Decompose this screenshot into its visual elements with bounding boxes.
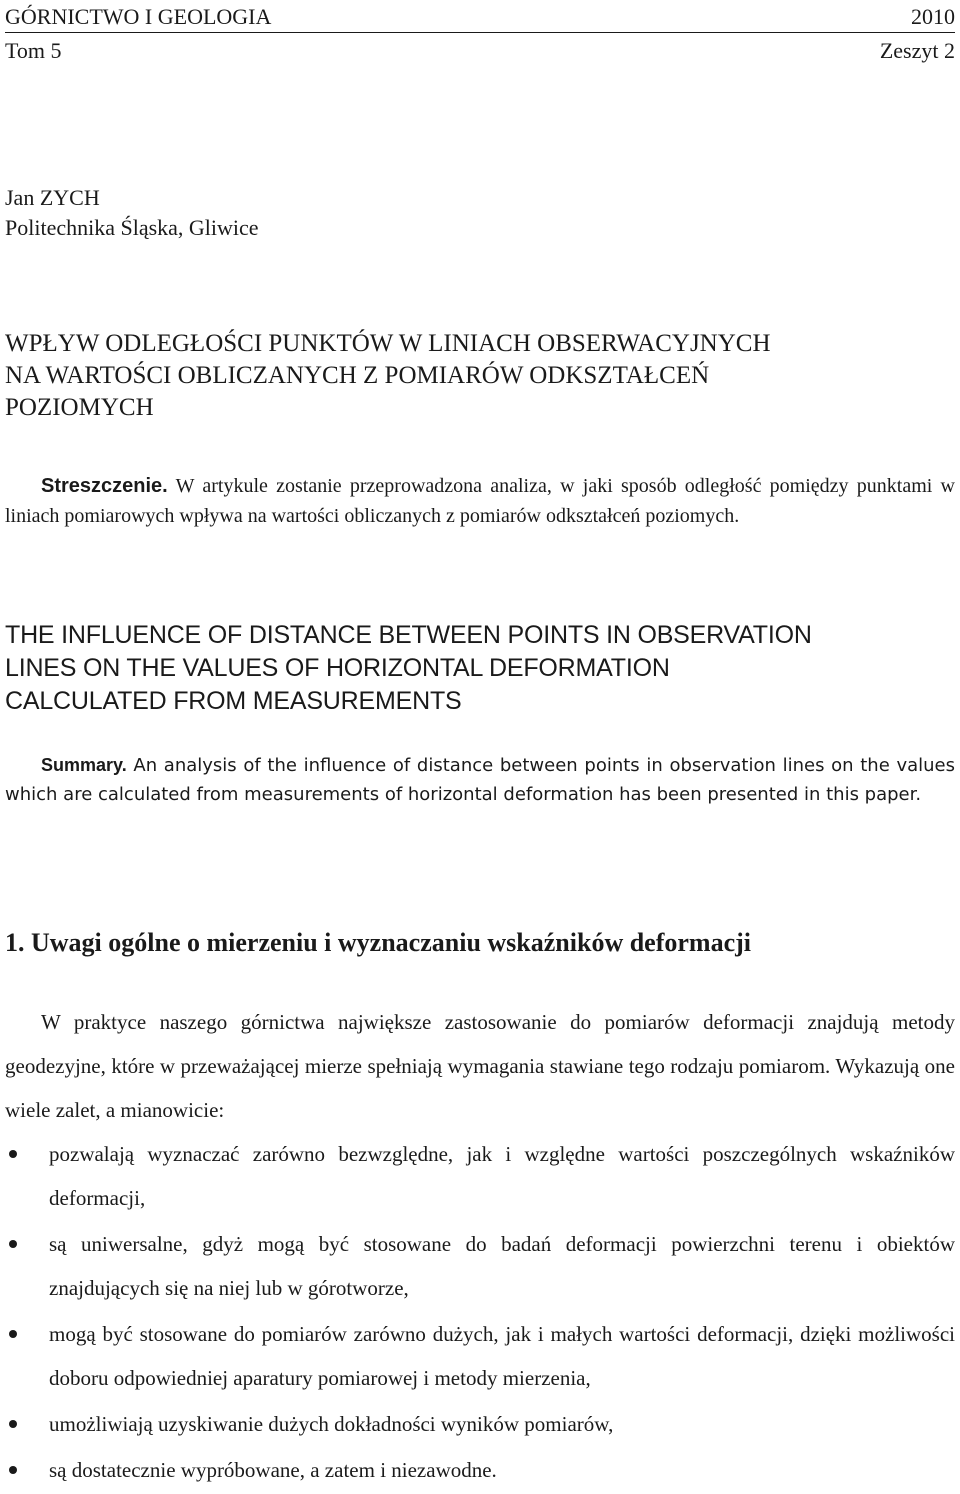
list-item [5, 1312, 955, 1400]
journal-volume: Tom 5 [5, 38, 62, 63]
bullet-icon [9, 1240, 17, 1248]
advantages-list [5, 1132, 955, 1492]
running-header-top [5, 4, 955, 33]
bullet-icon [9, 1420, 17, 1428]
list-item-text: mogą być stosowane do pomiarów zarówno dużych, jak i małych wartości deformacji, dzięki możliwości doboru odpowiedniej aparatury pomiarowej i metody mierzenia, [49, 1322, 955, 1390]
list-item [5, 1448, 955, 1492]
title-english-line: THE INFLUENCE OF DISTANCE BETWEEN POINTS IN OBSERVATION [5, 621, 812, 649]
title-polish-line: POZIOMYCH [5, 394, 154, 421]
author-block [5, 183, 259, 243]
title-english [5, 619, 955, 718]
bullet-icon [9, 1150, 17, 1158]
list-item [5, 1132, 955, 1220]
list-item-text: są dostatecznie wypróbowane, a zatem i niezawodne. [49, 1458, 497, 1482]
section-heading: 1. Uwagi ogólne o mierzeniu i wyznaczaniu wskaźników deformacji [5, 928, 752, 957]
bullet-icon [9, 1466, 17, 1474]
paper-page [5, 0, 955, 1482]
abstract-english-label: Summary. [41, 755, 127, 775]
running-header-bottom [5, 38, 955, 64]
abstract-english-text: An analysis of the influence of distance between points in observation lines on the values which are calculated from measurements of horizontal deformation has been presented in this paper. [5, 755, 955, 805]
bullet-icon [9, 1330, 17, 1338]
journal-issue: Zeszyt 2 [879, 38, 955, 63]
section-intro-paragraph: W praktyce naszego górnictwa największe zastosowanie do pomiarów deformacji znajdują metody geodezyjne, które w przeważającej mierze spełniają wymagania stawiane tego rodzaju pomiarom. Wykazują one wiele zalet, a mianowicie: [5, 1010, 955, 1122]
list-item [5, 1222, 955, 1310]
title-english-line: LINES ON THE VALUES OF HORIZONTAL DEFORMATION [5, 654, 670, 682]
list-item-text: są uniwersalne, gdyż mogą być stosowane do badań deformacji powierzchni terenu i obiektów znajdujących się na niej lub w górotworze, [49, 1232, 955, 1300]
abstract-english [5, 751, 955, 809]
list-item-text: pozwalają wyznaczać zarówno bezwzględne, jak i względne wartości poszczególnych wskaźników deformacji, [49, 1142, 955, 1210]
title-polish-line: WPŁYW ODLEGŁOŚCI PUNKTÓW W LINIACH OBSERWACYJNYCH [5, 330, 771, 357]
title-polish [5, 328, 955, 424]
author-affiliation: Politechnika Śląska, Gliwice [5, 215, 259, 240]
section-body [5, 1000, 955, 1494]
author-name: Jan ZYCH [5, 185, 100, 210]
list-item-text: umożliwiają uzyskiwanie dużych dokładności wyników pomiarów, [49, 1412, 614, 1436]
abstract-polish [5, 471, 955, 531]
abstract-polish-text: W artykule zostanie przeprowadzona analiza, w jaki sposób odległość pomiędzy punktami w liniach pomiarowych wpływa na wartości obliczanych z pomiarów odkształceń poziomych. [5, 475, 955, 527]
journal-year: 2010 [911, 4, 955, 29]
list-item [5, 1402, 955, 1446]
title-polish-line: NA WARTOŚCI OBLICZANYCH Z POMIARÓW ODKSZTAŁCEŃ [5, 362, 710, 389]
journal-name: GÓRNICTWO I GEOLOGIA [5, 4, 272, 29]
title-english-line: CALCULATED FROM MEASUREMENTS [5, 687, 462, 715]
abstract-polish-label: Streszczenie. [41, 475, 168, 497]
